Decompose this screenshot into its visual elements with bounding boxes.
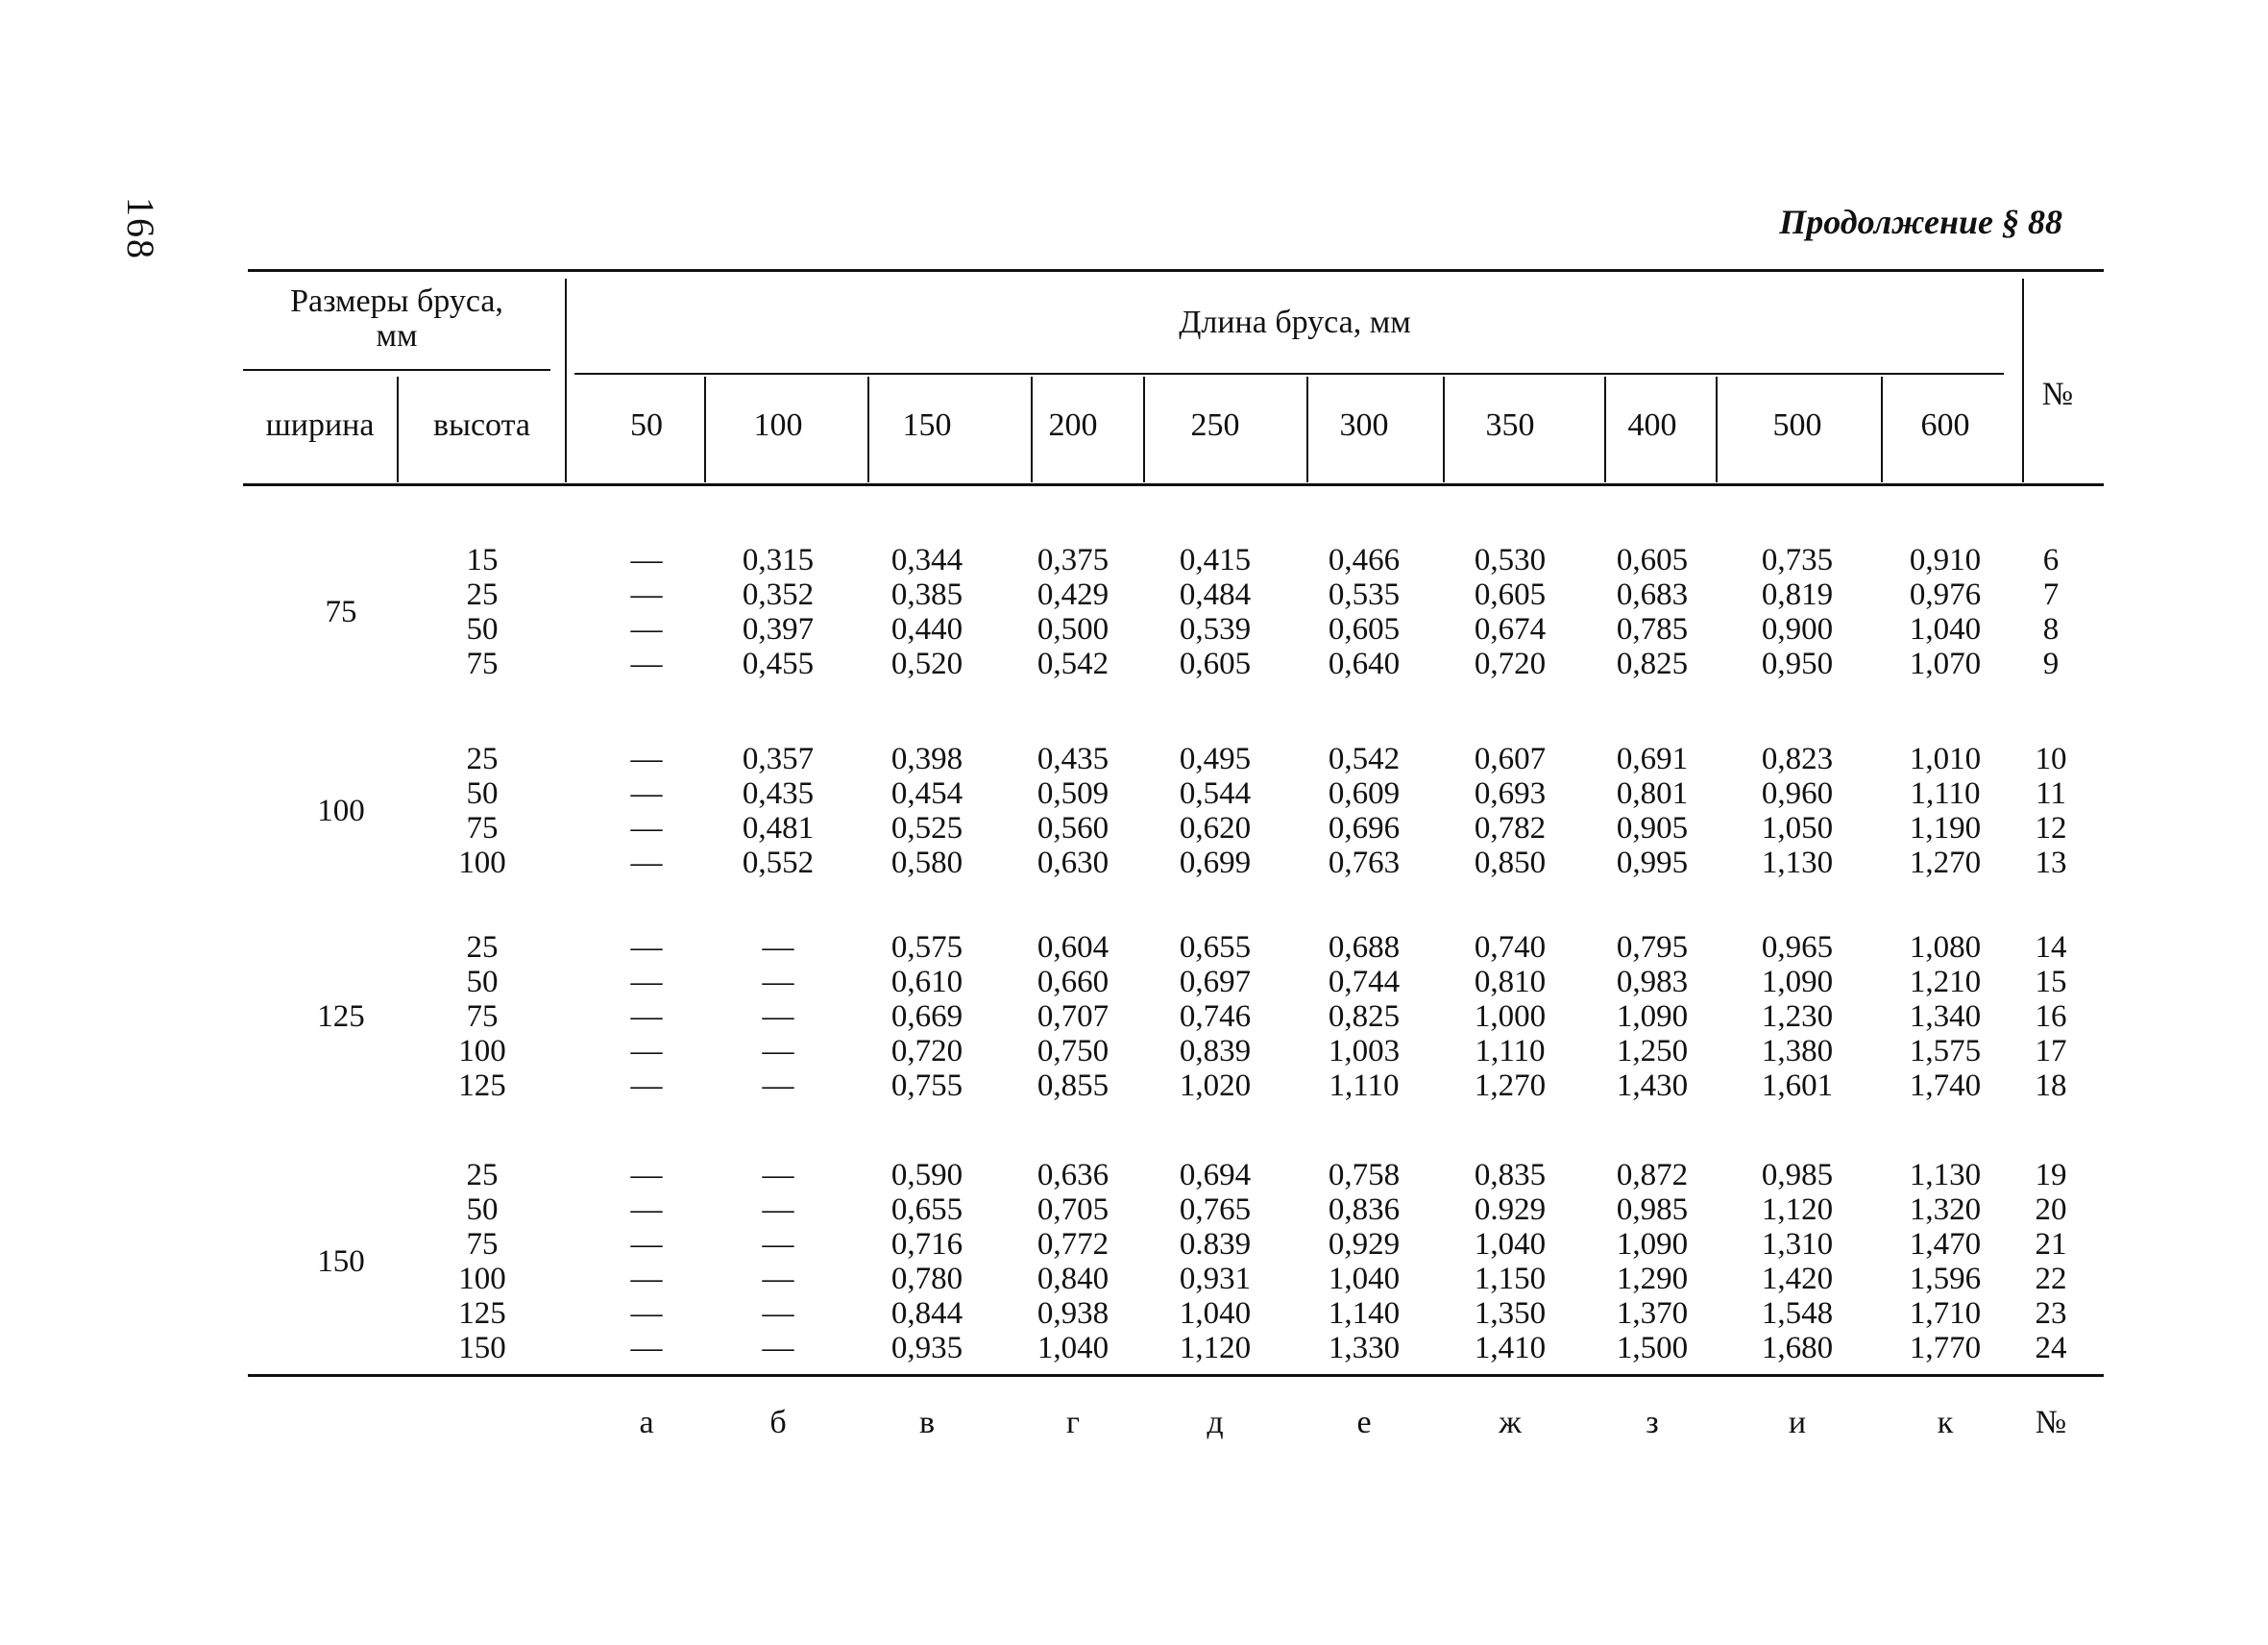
table-cell: 1,770 (1909, 1331, 1982, 1365)
height-value: 75 (466, 999, 499, 1034)
row-number: 11 (2036, 776, 2066, 811)
row-number: 13 (2035, 846, 2067, 880)
table-cell: 1,140 (1328, 1296, 1401, 1331)
table-cell: 1,040 (1036, 1331, 1110, 1365)
table-cell: 0,705 (1036, 1192, 1110, 1227)
table-cell: 1,050 (1761, 811, 1834, 846)
table-cell: 0,542 (1328, 742, 1401, 776)
table-cell: 1,110 (1910, 776, 1981, 811)
table-cell: 1,710 (1909, 1296, 1982, 1331)
length-header-600: 600 (1920, 407, 1970, 443)
table-cell: — (630, 612, 663, 647)
footer-letter: а (639, 1405, 654, 1440)
length-header-250: 250 (1190, 407, 1240, 443)
length-column-divider (1143, 377, 1145, 482)
height-value: 75 (466, 1227, 499, 1262)
table-cell: 0.929 (1474, 1192, 1547, 1227)
table-cell: — (762, 1158, 794, 1192)
table-cell: — (630, 846, 663, 880)
table-cell: 0,655 (1179, 930, 1252, 965)
table-cell: 0,640 (1328, 647, 1401, 681)
height-value: 25 (466, 930, 499, 965)
table-cell: 0,746 (1179, 999, 1252, 1034)
table-cell: 1,680 (1761, 1331, 1834, 1365)
table-cell: 1,003 (1328, 1034, 1401, 1068)
footer-letter: б (769, 1405, 787, 1440)
footer-letter: д (1207, 1405, 1224, 1440)
table-cell: 1,270 (1909, 846, 1982, 880)
table-cell: 0,965 (1761, 930, 1834, 965)
row-number: 16 (2035, 999, 2067, 1034)
table-cell: 0,716 (890, 1227, 963, 1262)
table-cell: 0,905 (1616, 811, 1689, 846)
table-cell: — (762, 999, 794, 1034)
table-cell: 0,544 (1179, 776, 1252, 811)
table-cell: 0,398 (890, 742, 963, 776)
table-cell: 1,230 (1761, 999, 1834, 1034)
table-cell: 0,758 (1328, 1158, 1401, 1192)
table-cell: 0,850 (1474, 846, 1547, 880)
table-cell: 1,120 (1179, 1331, 1252, 1365)
table-cell: 0,735 (1761, 543, 1834, 577)
table-cell: 0,669 (890, 999, 963, 1034)
table-cell: 0,520 (890, 647, 963, 681)
table-cell: 0,782 (1474, 811, 1547, 846)
table-cell: 1,040 (1909, 612, 1982, 647)
table-cell: 0,985 (1761, 1158, 1834, 1192)
table-cell: 1,020 (1179, 1068, 1252, 1103)
table-cell: 1,370 (1616, 1296, 1689, 1331)
table-cell: 0,819 (1761, 577, 1834, 612)
table-cell: — (630, 647, 663, 681)
table-cell: 0.839 (1179, 1227, 1252, 1262)
row-number: 17 (2035, 1034, 2067, 1068)
table-cell: — (762, 1296, 794, 1331)
footer-letter: и (1788, 1405, 1807, 1440)
table-cell: 0,455 (742, 647, 815, 681)
height-value: 15 (466, 543, 499, 577)
table-cell: — (630, 1227, 663, 1262)
row-number: 21 (2035, 1227, 2067, 1262)
table-cell: — (630, 1262, 663, 1296)
length-header-100: 100 (753, 407, 803, 443)
table-cell: 0,823 (1761, 742, 1834, 776)
table-cell: 0,352 (742, 577, 815, 612)
table-cell: 0,542 (1036, 647, 1110, 681)
num-header: № (2041, 377, 2074, 412)
table-cell: 0,466 (1328, 543, 1401, 577)
table-cell: 0,509 (1036, 776, 1110, 811)
table-cell: 1,090 (1616, 1227, 1689, 1262)
table-cell: 0,440 (890, 612, 963, 647)
table-cell: 0,560 (1036, 811, 1110, 846)
table-cell: 1,090 (1616, 999, 1689, 1034)
table-cell: 0,750 (1036, 1034, 1110, 1068)
table-cell: 0,429 (1036, 577, 1110, 612)
length-header-50: 50 (630, 407, 663, 443)
table-cell: 1,000 (1474, 999, 1547, 1034)
table-cell: 1,330 (1328, 1331, 1401, 1365)
table-cell: 0,605 (1616, 543, 1689, 577)
table-cell: 0,481 (742, 811, 815, 846)
table-cell: 0,785 (1616, 612, 1689, 647)
table-cell: 0,539 (1179, 612, 1252, 647)
table-cell: 1,120 (1761, 1192, 1834, 1227)
table-cell: 0,744 (1328, 965, 1401, 999)
table-cell: — (762, 1262, 794, 1296)
table-cell: — (630, 930, 663, 965)
table-cell: 1,250 (1616, 1034, 1689, 1068)
footer-letter: г (1066, 1405, 1080, 1440)
table-cell: 0,950 (1761, 647, 1834, 681)
table-cell: 0,590 (890, 1158, 963, 1192)
table-cell: 1,320 (1909, 1192, 1982, 1227)
table-cell: 0,530 (1474, 543, 1547, 577)
height-value: 25 (466, 742, 499, 776)
table-cell: — (762, 1227, 794, 1262)
width-value: 150 (317, 1244, 365, 1279)
table-cell: 1,575 (1909, 1034, 1982, 1068)
table-cell: 0,655 (890, 1192, 963, 1227)
length-column-divider (704, 377, 706, 482)
row-number: 6 (2042, 543, 2060, 577)
height-value: 100 (458, 1262, 506, 1296)
table-cell: 0,397 (742, 612, 815, 647)
table-cell: — (762, 1034, 794, 1068)
table-cell: 0,755 (890, 1068, 963, 1103)
page-number: 168 (119, 197, 162, 260)
table-cell: — (630, 1034, 663, 1068)
row-number: 18 (2035, 1068, 2067, 1103)
table-cell: 1,070 (1909, 647, 1982, 681)
table-top-rule (248, 269, 2104, 272)
width-value: 125 (317, 999, 365, 1034)
width-header: ширина (265, 407, 375, 443)
height-value: 125 (458, 1296, 506, 1331)
table-cell: 0,720 (1474, 647, 1547, 681)
table-cell: 1,310 (1761, 1227, 1834, 1262)
table-cell: 1,010 (1909, 742, 1982, 776)
table-cell: 0,795 (1616, 930, 1689, 965)
table-cell: 0,825 (1616, 647, 1689, 681)
table-cell: 0,696 (1328, 811, 1401, 846)
table-cell: 1,410 (1474, 1331, 1547, 1365)
table-cell: 0,763 (1328, 846, 1401, 880)
table-cell: 0,575 (890, 930, 963, 965)
length-header-350: 350 (1485, 407, 1535, 443)
table-cell: 0,605 (1328, 612, 1401, 647)
table-cell: 0,495 (1179, 742, 1252, 776)
table-cell: 0,720 (890, 1034, 963, 1068)
table-cell: 0,500 (1036, 612, 1110, 647)
table-cell: 0,995 (1616, 846, 1689, 880)
table-cell: — (630, 1192, 663, 1227)
table-cell: — (630, 776, 663, 811)
table-bottom-rule (248, 1374, 2104, 1377)
table-cell: 1,430 (1616, 1068, 1689, 1103)
table-cell: 1,740 (1909, 1068, 1982, 1103)
table-cell: 0,415 (1179, 543, 1252, 577)
table-cell: 1,270 (1474, 1068, 1547, 1103)
table-cell: 0,825 (1328, 999, 1401, 1034)
length-group-header: Длина бруса, мм (1179, 305, 1411, 340)
table-cell: 0,772 (1036, 1227, 1110, 1262)
height-value: 50 (466, 776, 499, 811)
size-group-header: Размеры бруса, мм (290, 283, 503, 354)
row-number: 8 (2042, 612, 2060, 647)
height-value: 100 (458, 1034, 506, 1068)
table-cell: 0,636 (1036, 1158, 1110, 1192)
height-value: 75 (466, 811, 499, 846)
footer-letter: к (1937, 1405, 1954, 1440)
table-cell: — (762, 1192, 794, 1227)
table-cell: — (630, 1158, 663, 1192)
table-cell: 1,040 (1474, 1227, 1547, 1262)
height-value: 50 (466, 612, 499, 647)
height-header: высота (433, 407, 530, 443)
length-group-rule (574, 373, 2004, 375)
table-cell: 0,699 (1179, 846, 1252, 880)
table-cell: 0,435 (742, 776, 815, 811)
footer-letter: ж (1499, 1405, 1522, 1440)
table-cell: 0,835 (1474, 1158, 1547, 1192)
table-cell: 1,040 (1179, 1296, 1252, 1331)
table-cell: 0,872 (1616, 1158, 1689, 1192)
footer-letter: з (1646, 1405, 1659, 1440)
table-cell: 0,660 (1036, 965, 1110, 999)
table-cell: — (630, 1331, 663, 1365)
table-cell: 0,985 (1616, 1192, 1689, 1227)
length-column-divider (1881, 377, 1883, 482)
footer-letter: в (918, 1405, 936, 1440)
header-bottom-rule (243, 483, 2104, 486)
table-cell: 1,548 (1761, 1296, 1834, 1331)
table-cell: 0,765 (1179, 1192, 1252, 1227)
row-number: 12 (2035, 811, 2067, 846)
table-cell: 1,350 (1474, 1296, 1547, 1331)
table-cell: 0,674 (1474, 612, 1547, 647)
table-cell: 0,839 (1179, 1034, 1252, 1068)
table-cell: 1,470 (1909, 1227, 1982, 1262)
height-value: 25 (466, 577, 499, 612)
length-header-150: 150 (902, 407, 952, 443)
table-cell: 0,780 (890, 1262, 963, 1296)
table-cell: — (630, 1296, 663, 1331)
table-cell: 0,385 (890, 577, 963, 612)
row-number: 22 (2035, 1262, 2067, 1296)
table-cell: — (762, 930, 794, 965)
length-column-divider (867, 377, 869, 482)
table-cell: 0,810 (1474, 965, 1547, 999)
row-number: 24 (2035, 1331, 2067, 1365)
table-cell: — (630, 742, 663, 776)
height-value: 100 (458, 846, 506, 880)
table-cell: 1,090 (1761, 965, 1834, 999)
table-cell: 1,601 (1761, 1068, 1834, 1103)
table-cell: — (630, 577, 663, 612)
height-value: 50 (466, 1192, 499, 1227)
table-cell: 0,855 (1036, 1068, 1110, 1103)
row-number: 15 (2035, 965, 2067, 999)
table-cell: 0,844 (890, 1296, 963, 1331)
table-cell: — (630, 965, 663, 999)
length-header-300: 300 (1339, 407, 1389, 443)
row-number: 7 (2042, 577, 2060, 612)
row-number: 20 (2035, 1192, 2067, 1227)
table-cell: 0,740 (1474, 930, 1547, 965)
table-cell: 0,801 (1616, 776, 1689, 811)
height-value: 25 (466, 1158, 499, 1192)
table-cell: 0,938 (1036, 1296, 1110, 1331)
height-value: 125 (458, 1068, 506, 1103)
length-header-400: 400 (1627, 407, 1677, 443)
height-value: 150 (458, 1331, 506, 1365)
height-value: 75 (466, 647, 499, 681)
table-cell: 0,604 (1036, 930, 1110, 965)
table-cell: 0,688 (1328, 930, 1401, 965)
table-cell: 0,535 (1328, 577, 1401, 612)
table-cell: 0,605 (1474, 577, 1547, 612)
row-number: 10 (2035, 742, 2067, 776)
row-number: 19 (2035, 1158, 2067, 1192)
table-cell: 1,290 (1616, 1262, 1689, 1296)
table-cell: 0,315 (742, 543, 815, 577)
length-header-200: 200 (1048, 407, 1098, 443)
row-number: 23 (2035, 1296, 2067, 1331)
table-cell: 0,840 (1036, 1262, 1110, 1296)
table-cell: 0,960 (1761, 776, 1834, 811)
table-cell: — (630, 999, 663, 1034)
footer-letter: е (1356, 1405, 1372, 1440)
table-cell: 0,683 (1616, 577, 1689, 612)
table-cell: 0,910 (1909, 543, 1982, 577)
table-cell: 1,110 (1329, 1068, 1400, 1103)
table-cell: 1,150 (1474, 1262, 1547, 1296)
table-cell: 0,605 (1179, 647, 1252, 681)
table-cell: 1,110 (1475, 1034, 1546, 1068)
table-cell: 0,694 (1179, 1158, 1252, 1192)
table-cell: 1,040 (1328, 1262, 1401, 1296)
table-cell: 0,620 (1179, 811, 1252, 846)
table-cell: 0,929 (1328, 1227, 1401, 1262)
table-cell: 1,130 (1909, 1158, 1982, 1192)
table-cell: — (762, 1331, 794, 1365)
length-column-divider (1716, 377, 1718, 482)
table-cell: 0,983 (1616, 965, 1689, 999)
table-cell: — (630, 543, 663, 577)
table-cell: 0,344 (890, 543, 963, 577)
table-cell: 1,080 (1909, 930, 1982, 965)
table-cell: 0,552 (742, 846, 815, 880)
table-cell: 0,697 (1179, 965, 1252, 999)
table-cell: 0,707 (1036, 999, 1110, 1034)
table-cell: 1,210 (1909, 965, 1982, 999)
table-cell: 0,900 (1761, 612, 1834, 647)
table-cell: — (630, 1068, 663, 1103)
table-cell: 1,380 (1761, 1034, 1834, 1068)
length-column-divider (1306, 377, 1308, 482)
size-length-divider (565, 279, 567, 482)
table-cell: 0,976 (1909, 577, 1982, 612)
table-cell: 1,190 (1909, 811, 1982, 846)
row-number: 9 (2042, 647, 2060, 681)
table-cell: 0,931 (1179, 1262, 1252, 1296)
size-group-rule (243, 369, 550, 371)
table-cell: 1,340 (1909, 999, 1982, 1034)
running-head: Продолжение § 88 (1779, 203, 2062, 241)
length-header-500: 500 (1772, 407, 1822, 443)
table-cell: 0,691 (1616, 742, 1689, 776)
table-cell: 0,435 (1036, 742, 1110, 776)
table-cell: 1,596 (1909, 1262, 1982, 1296)
table-cell: 0,454 (890, 776, 963, 811)
table-cell: 0,357 (742, 742, 815, 776)
table-cell: 1,130 (1761, 846, 1834, 880)
width-value: 100 (317, 794, 365, 828)
table-cell: — (762, 1068, 794, 1103)
table-cell: 0,935 (890, 1331, 963, 1365)
table-cell: 0,836 (1328, 1192, 1401, 1227)
table-cell: 0,375 (1036, 543, 1110, 577)
table-cell: 0,580 (890, 846, 963, 880)
table-cell: 1,500 (1616, 1331, 1689, 1365)
length-column-divider (1443, 377, 1445, 482)
table-cell: 0,693 (1474, 776, 1547, 811)
row-number: 14 (2035, 930, 2067, 965)
height-value: 50 (466, 965, 499, 999)
table-cell: 0,525 (890, 811, 963, 846)
table-cell: — (630, 811, 663, 846)
table-cell: 0,630 (1036, 846, 1110, 880)
table-cell: 0,607 (1474, 742, 1547, 776)
table-cell: 0,609 (1328, 776, 1401, 811)
width-value: 75 (325, 595, 357, 629)
table-cell: 0,610 (890, 965, 963, 999)
table-cell: 1,420 (1761, 1262, 1834, 1296)
table-cell: 0,484 (1179, 577, 1252, 612)
table-cell: — (762, 965, 794, 999)
footer-num-label: № (2035, 1405, 2067, 1440)
